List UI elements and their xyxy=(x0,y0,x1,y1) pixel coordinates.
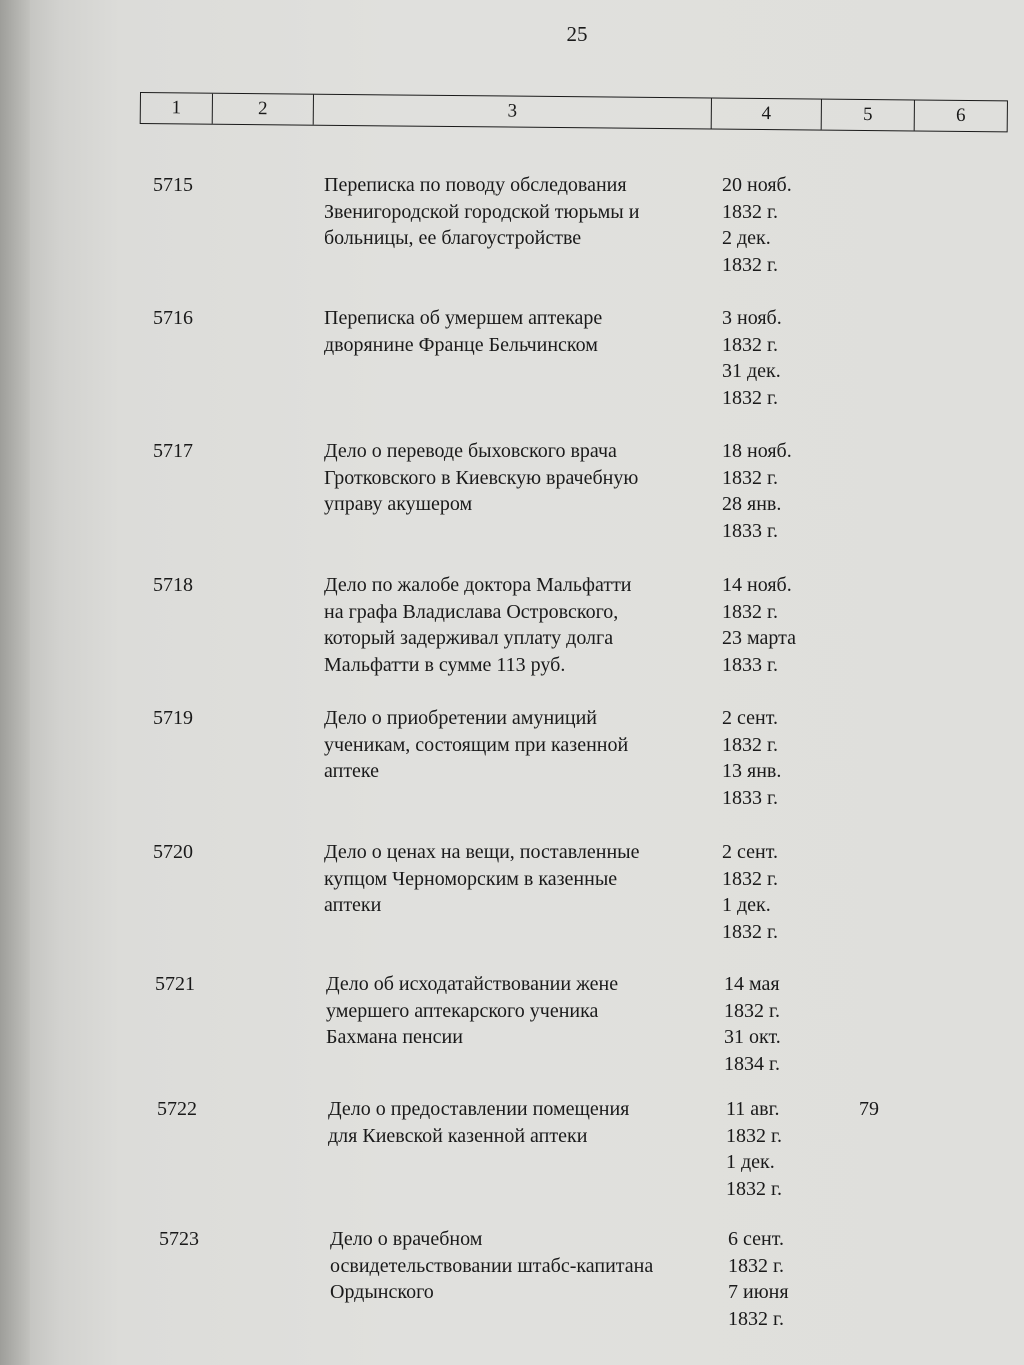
entry-number: 5717 xyxy=(153,440,193,462)
date-line: 2 дек. xyxy=(722,227,771,249)
description-line: Ордынского xyxy=(330,1281,434,1303)
date-line: 1832 г. xyxy=(722,867,778,890)
entry-dates xyxy=(724,971,844,1077)
date-line: 1832 г. xyxy=(722,333,778,356)
date-line: 6 сент. xyxy=(728,1228,784,1250)
date-line: 1832 г. xyxy=(722,600,778,623)
date-line: 1833 г. xyxy=(722,519,778,542)
description-line: дворянине Франце Бельчинском xyxy=(324,333,598,356)
entry-number: 5720 xyxy=(153,841,193,863)
date-line: 1832 г. xyxy=(726,1177,782,1200)
description-line: ученикам, состоящим при казенной xyxy=(324,733,629,756)
column-header-4: 4 xyxy=(712,98,822,129)
description-line: Звенигородской городской тюрьмы и xyxy=(324,200,640,223)
date-line: 13 янв. xyxy=(722,760,782,782)
date-line: 1832 г. xyxy=(726,1124,782,1147)
page-number: 25 xyxy=(566,22,588,46)
description-line: купцом Черноморским в казенные xyxy=(324,867,618,890)
entry-dates xyxy=(728,1226,848,1332)
date-line: 1 дек. xyxy=(726,1151,775,1173)
date-line: 14 нояб. xyxy=(722,574,792,596)
description-line: Дело о предоставлении помещения xyxy=(328,1098,630,1120)
description-line: Дело о переводе быховского врача xyxy=(324,440,617,462)
entry-description xyxy=(326,971,706,1051)
entry-number: 5723 xyxy=(159,1228,199,1250)
date-line: 1832 г. xyxy=(724,999,780,1022)
description-line: на графа Владислава Островского, xyxy=(324,600,619,623)
date-line: 11 авг. xyxy=(726,1098,780,1120)
date-line: 23 марта xyxy=(722,627,796,649)
description-line: для Киевской казенной аптеки xyxy=(328,1124,588,1147)
date-line: 20 нояб. xyxy=(722,174,792,196)
description-line: Дело о врачебном xyxy=(330,1228,483,1250)
entry-number: 5715 xyxy=(153,174,193,196)
date-line: 31 дек. xyxy=(722,360,781,382)
entry-description xyxy=(328,1096,708,1149)
entry-description xyxy=(324,172,704,252)
entry-sheet-count: 79 xyxy=(859,1098,879,1120)
description-line: Дело по жалобе доктора Мальфатти xyxy=(324,574,632,596)
description-line: Гротковского в Киевскую врачебную xyxy=(324,466,639,489)
date-line: 1832 г. xyxy=(722,200,778,223)
date-line: 28 янв. xyxy=(722,493,782,515)
date-line: 2 сент. xyxy=(722,841,778,863)
date-line: 14 мая xyxy=(724,973,780,995)
description-line: который задерживал уплату долга xyxy=(324,627,614,649)
description-line: больницы, ее благоустройстве xyxy=(324,227,582,249)
entry-dates xyxy=(726,1096,846,1202)
entry-dates xyxy=(722,305,842,411)
entry-dates xyxy=(722,839,842,945)
date-line: 1832 г. xyxy=(728,1307,784,1330)
description-line: управу акушером xyxy=(324,493,473,515)
date-line: 1832 г. xyxy=(722,253,778,276)
column-header-2: 2 xyxy=(213,94,314,125)
description-line: освидетельствовании штабс-капитана xyxy=(330,1254,654,1277)
entry-number: 5716 xyxy=(153,307,193,329)
description-line: Дело об исходатайствовании жене xyxy=(326,973,619,995)
entry-number: 5718 xyxy=(153,574,193,596)
description-line: умершего аптекарского ученика xyxy=(326,999,599,1022)
entry-description xyxy=(324,705,704,785)
date-line: 2 сент. xyxy=(722,707,778,729)
date-line: 3 нояб. xyxy=(722,307,782,329)
column-header-3: 3 xyxy=(314,95,712,129)
entry-dates xyxy=(722,572,842,678)
date-line: 31 окт. xyxy=(724,1026,781,1048)
description-line: Бахмана пенсии xyxy=(326,1026,463,1048)
description-line: Дело о приобретении амуниций xyxy=(324,707,597,729)
description-line: Дело о ценах на вещи, поставленные xyxy=(324,841,640,863)
description-line: аптеки xyxy=(324,894,382,916)
entry-description xyxy=(324,839,704,919)
date-line: 1832 г. xyxy=(728,1254,784,1277)
date-line: 18 нояб. xyxy=(722,440,792,462)
description-line: Переписка об умершем аптекаре xyxy=(324,307,603,329)
column-header-5: 5 xyxy=(822,100,915,131)
entry-number: 5719 xyxy=(153,707,193,729)
entry-number: 5722 xyxy=(157,1098,197,1120)
date-line: 1832 г. xyxy=(722,733,778,756)
entry-description xyxy=(324,438,704,518)
description-line: аптеке xyxy=(324,760,380,782)
date-line: 1832 г. xyxy=(722,466,778,489)
entry-description xyxy=(330,1226,710,1306)
date-line: 1832 г. xyxy=(722,386,778,409)
entry-dates xyxy=(722,705,842,811)
date-line: 1833 г. xyxy=(722,653,778,676)
date-line: 1833 г. xyxy=(722,786,778,809)
date-line: 1 дек. xyxy=(722,894,771,916)
date-line: 7 июня xyxy=(728,1281,789,1303)
description-line: Переписка по поводу обследования xyxy=(324,174,627,196)
entry-description xyxy=(324,305,704,358)
column-header-6: 6 xyxy=(955,104,966,126)
date-line: 1834 г. xyxy=(724,1052,780,1075)
column-header-1: 1 xyxy=(141,93,213,124)
description-line: Мальфатти в сумме 113 руб. xyxy=(324,653,566,676)
date-line: 1832 г. xyxy=(722,920,778,943)
entry-dates xyxy=(722,172,842,278)
entry-number: 5721 xyxy=(155,973,195,995)
entry-description xyxy=(324,572,704,678)
entry-dates xyxy=(722,438,842,544)
